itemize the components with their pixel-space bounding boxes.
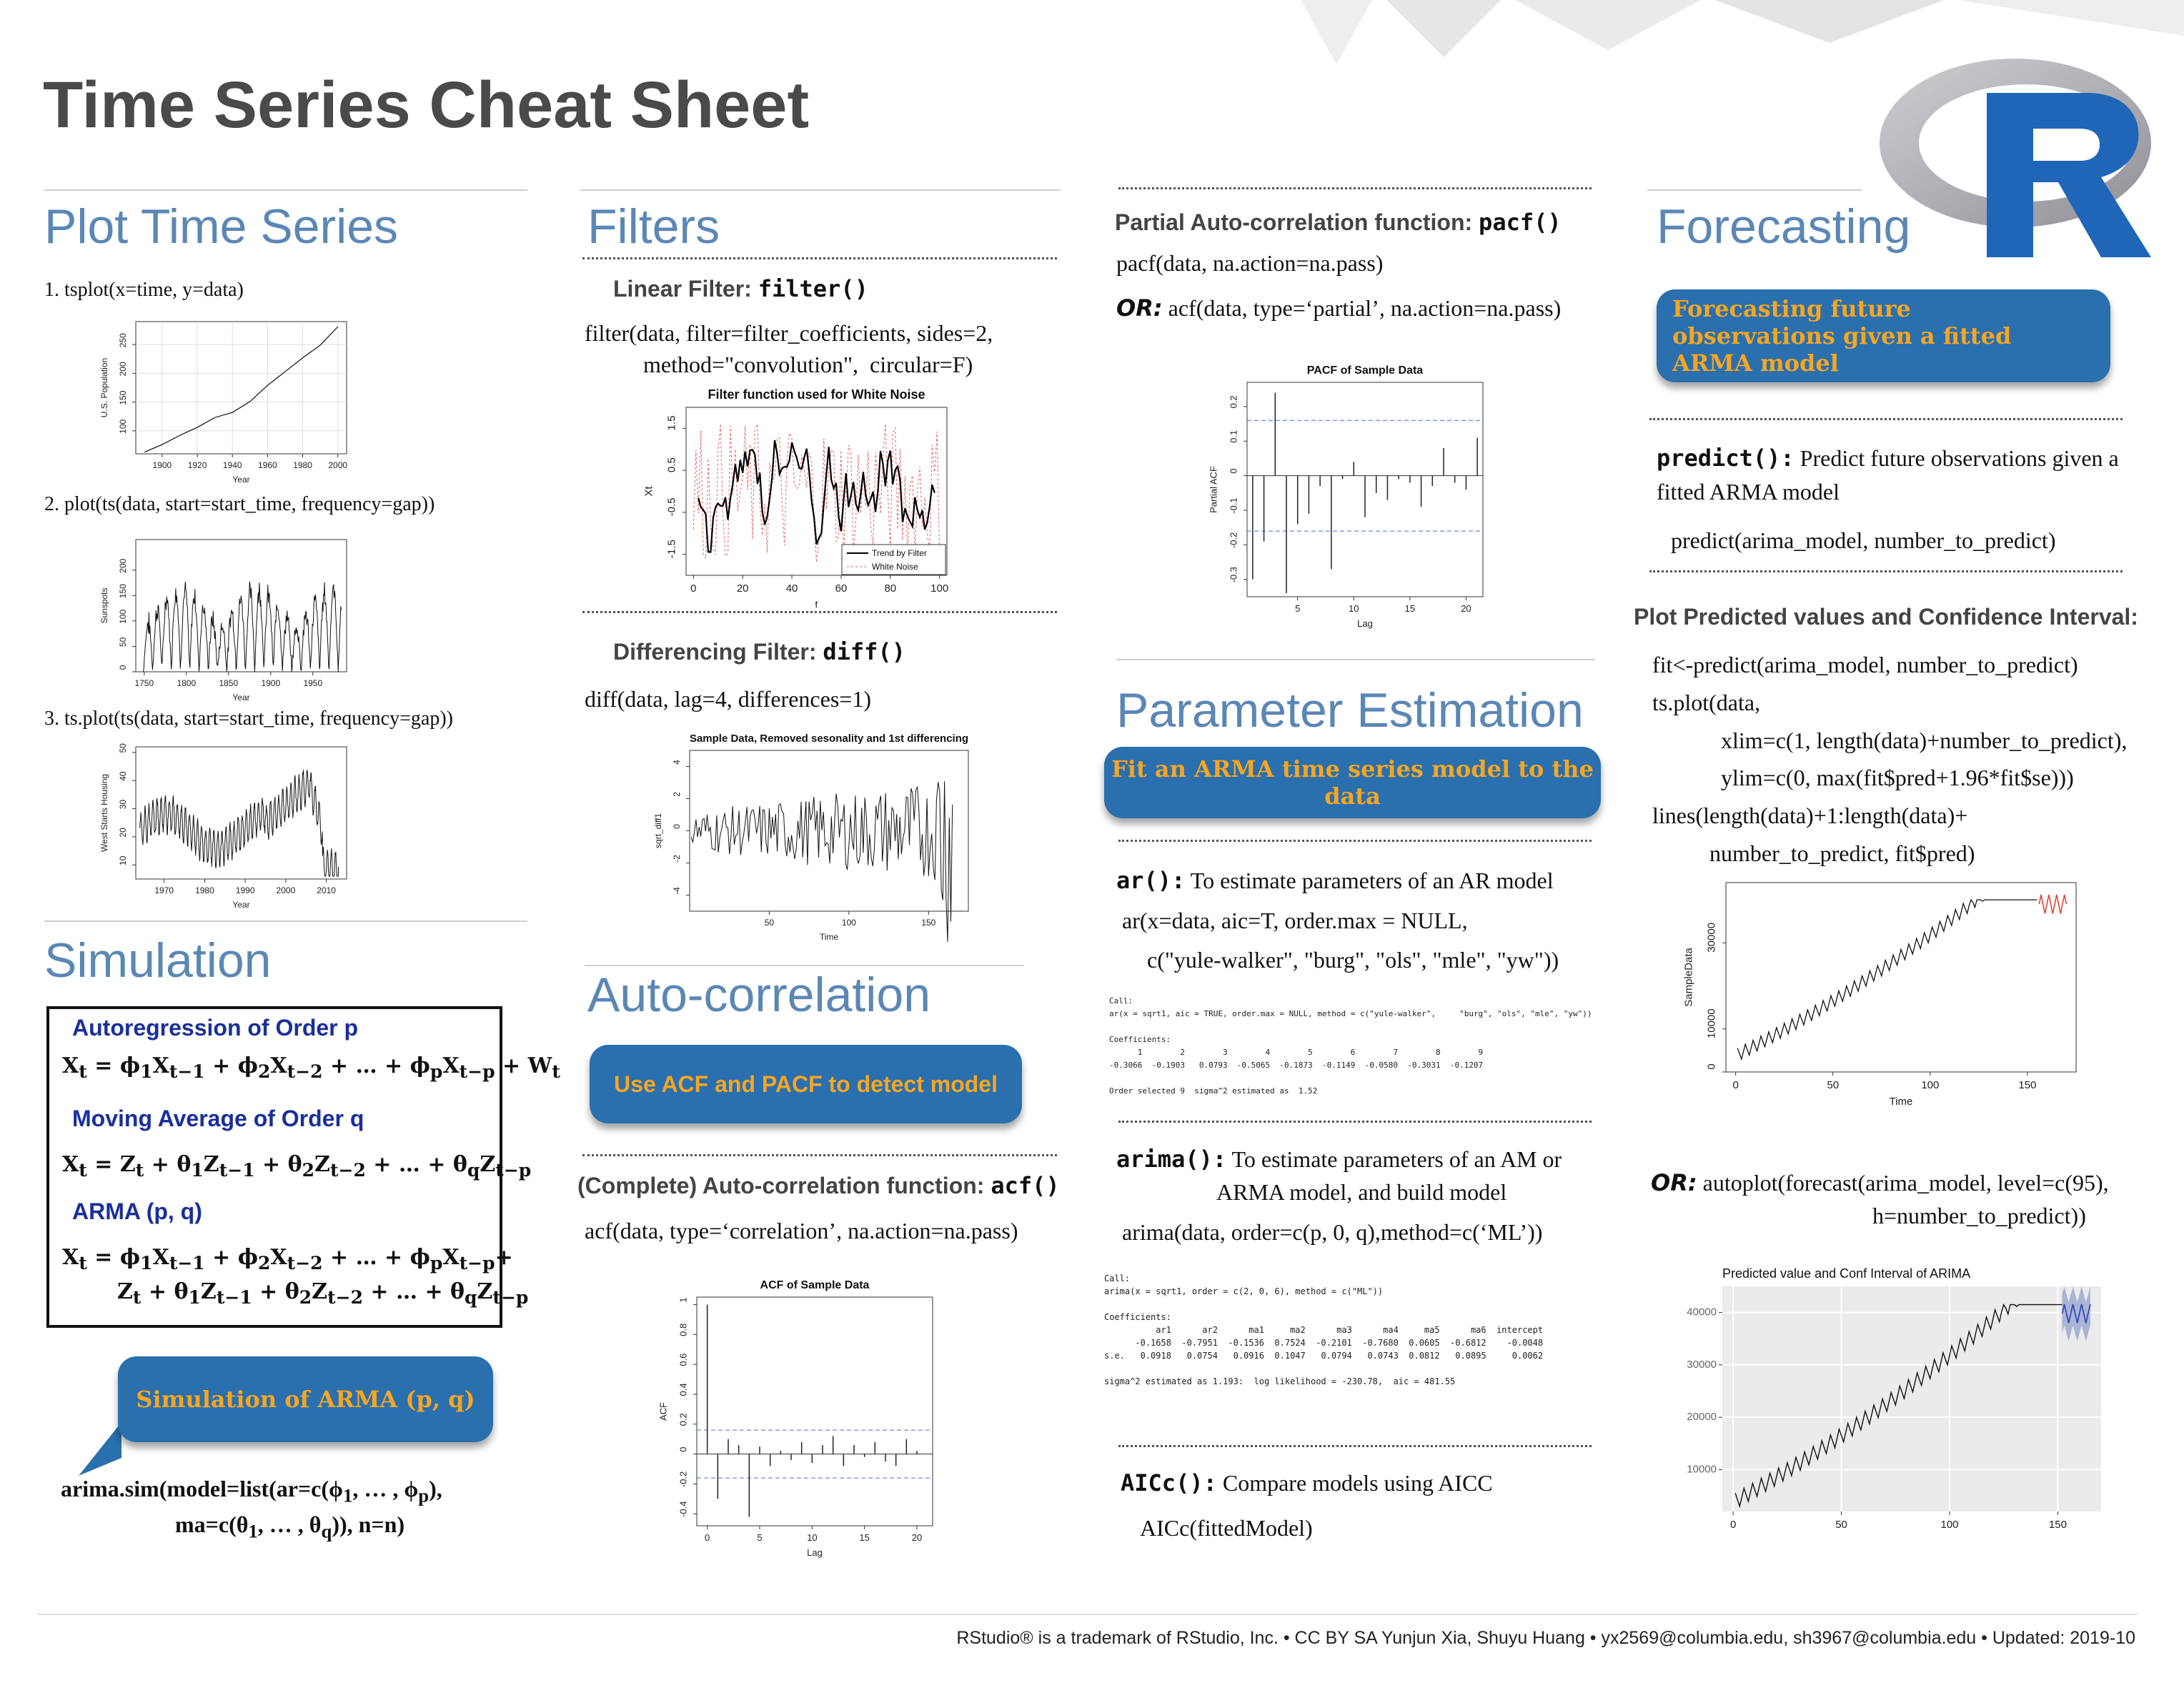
dotted-divider bbox=[582, 611, 1057, 613]
x-axis-label: Year bbox=[232, 475, 250, 485]
ar-desc: To estimate parameters of an AR model bbox=[1185, 868, 1554, 893]
ar-equation: $X_t = \phi_1X_{t-1} + \phi_2X_{t-2}$ + … + $\phi_pX_{t-p} + W_t$ bbox=[62, 1053, 560, 1082]
x-tick-label: 5 bbox=[1295, 603, 1301, 614]
arima-sim-line2: $ma=c(\theta_1$, … , $\theta_q$)), n=n) bbox=[175, 1511, 405, 1542]
y-tick-label: -0.3 bbox=[1228, 567, 1239, 583]
y-tick-label: -0.1 bbox=[1228, 497, 1239, 514]
y-tick-label: 100 bbox=[118, 609, 128, 624]
x-tick-label: 10 bbox=[807, 1532, 818, 1543]
diff-filter-code: diff(data, lag=4, differences=1) bbox=[585, 686, 871, 712]
autoplot-line bbox=[1651, 1169, 2109, 1196]
x-tick-label: 20 bbox=[1461, 603, 1471, 614]
arima-line bbox=[1116, 1146, 1562, 1173]
x-tick-label: 0 bbox=[690, 582, 697, 595]
sunspots-line bbox=[144, 582, 342, 672]
y-tick-label: 2 bbox=[672, 792, 682, 797]
dotted-divider bbox=[582, 257, 1057, 259]
x-tick-label: 20 bbox=[736, 582, 749, 595]
y-tick-label: 50 bbox=[118, 743, 128, 753]
x-tick-label: 150 bbox=[2048, 1519, 2067, 1529]
ar-code1: ar(x=data, aic=T, order.max = NULL, bbox=[1122, 908, 1468, 933]
aicc-desc: Compare models using AICC bbox=[1216, 1470, 1493, 1496]
ma-equation: $X_t = Z_t + \theta_1Z_{t-1} + \theta_2Z_{t-2}$ + … + $\theta_qZ_{t-p}$ bbox=[62, 1152, 532, 1181]
or-label: OR: bbox=[1651, 1169, 1697, 1196]
x-tick-label: 80 bbox=[884, 582, 897, 595]
x-tick-label: 1920 bbox=[187, 460, 207, 470]
x-tick-label: 100 bbox=[930, 582, 949, 595]
dotted-divider bbox=[1118, 187, 1592, 189]
ar-code2: c("yule-walker", "burg", "ols", "mle", "yw")) bbox=[1147, 947, 1559, 973]
sample-data-line bbox=[1737, 900, 2037, 1059]
predict-code: predict(arima_model, number_to_predict) bbox=[1671, 527, 2056, 553]
pacf-or-line bbox=[1116, 294, 1561, 322]
divider bbox=[1647, 189, 1862, 191]
y-axis-label: ACF bbox=[657, 1402, 669, 1421]
x-tick-label: 1960 bbox=[258, 460, 277, 470]
r-logo bbox=[1872, 50, 2173, 264]
arima-fn: arima(): bbox=[1116, 1146, 1227, 1173]
y-tick-label: 0.2 bbox=[1228, 395, 1239, 409]
plot-panel bbox=[1722, 1286, 2101, 1511]
diff-filter-heading bbox=[613, 638, 905, 665]
x-tick-label: 1950 bbox=[303, 678, 323, 688]
arma-equation-line1: $X_t = \phi_1X_{t-1} + \phi_2X_{t-2}$ + … + $\phi_pX_{t-p}+$ bbox=[62, 1245, 513, 1274]
y-tick-label: 40000 bbox=[1687, 1306, 1717, 1319]
y-axis-label: SampleData bbox=[1682, 948, 1695, 1007]
x-tick-label: 50 bbox=[764, 918, 775, 928]
section-title-autocorrelation: Auto-correlation bbox=[587, 968, 931, 1022]
acf-label: (Complete) Auto-correlation function: bbox=[577, 1173, 991, 1198]
legend-label: Trend by Filter bbox=[872, 548, 927, 558]
y-axis-label: Sunspots bbox=[99, 587, 109, 624]
x-tick-label: 2000 bbox=[276, 885, 296, 895]
autoplot-chart bbox=[1665, 1258, 2108, 1529]
diff-filter-fn: diff() bbox=[823, 638, 905, 665]
y-tick-label: 30000 bbox=[1687, 1358, 1717, 1371]
pacf-or-code: acf(data, type=‘partial’, na.action=na.pass) bbox=[1162, 295, 1562, 321]
divider bbox=[580, 189, 1061, 191]
ar-title: Autoregression of Order p bbox=[72, 1015, 359, 1041]
x-tick-label: 1900 bbox=[152, 460, 172, 470]
x-tick-label: 0 bbox=[705, 1532, 710, 1543]
linear-filter-heading bbox=[613, 275, 868, 302]
x-tick-label: 2010 bbox=[317, 885, 336, 895]
acf-heading bbox=[577, 1172, 1060, 1199]
y-axis-label: Xt bbox=[642, 486, 655, 497]
x-tick-label: 1980 bbox=[195, 885, 214, 895]
y-tick-label: 30000 bbox=[1705, 922, 1718, 953]
acf-code: acf(data, type=‘correlation’, na.action=na.pass) bbox=[585, 1218, 1018, 1243]
section-title-parameter: Parameter Estimation bbox=[1116, 683, 1584, 738]
x-tick-label: 1750 bbox=[134, 678, 154, 688]
plot-line1: 1. tsplot(x=time, y=data) bbox=[44, 279, 244, 301]
plot-predicted-heading: Plot Predicted values and Confidence Interval: bbox=[1634, 604, 2138, 630]
pacf-fn: pacf() bbox=[1479, 209, 1562, 236]
pacf-heading bbox=[1115, 209, 1562, 236]
chart-title: Filter function used for White Noise bbox=[708, 387, 925, 402]
legend-label: White Noise bbox=[872, 562, 918, 572]
arima-sim-line1: $arima.sim(model=list(ar=c(\phi_1$, … , $\phi_p$), bbox=[61, 1476, 442, 1506]
x-tick-label: 100 bbox=[1940, 1519, 1959, 1529]
forecasting-callout-text: Forecasting future observations given a fitted ARMA model bbox=[1672, 295, 2012, 377]
y-tick-label: 0 bbox=[677, 1446, 689, 1452]
x-tick-label: 1980 bbox=[293, 460, 312, 470]
x-tick-label: 0 bbox=[1732, 1079, 1739, 1091]
y-tick-label: -0.2 bbox=[1228, 532, 1239, 549]
ar-console-output: Call: ar(x = sqrt1, aic = TRUE, order.max = NULL, method = c("yule-walker", "burg", "ols", "mle", "yw")) Coefficients: 1 2 3 4 5 6 7 8 9 -0.3066 -0.1903 0.0793 -0.5065 -0.1873 -0.1149 -0.0580 -0.3031 -0.1207 Order selected 9 sigma^2 estimated as 1.52 bbox=[1109, 996, 1592, 1096]
y-tick-label: -1.5 bbox=[665, 540, 678, 559]
y-tick-label: 20 bbox=[118, 828, 128, 838]
x-tick-label: 0 bbox=[1729, 1519, 1737, 1529]
arma-title: ARMA (p, q) bbox=[72, 1198, 202, 1224]
acf-plot bbox=[629, 1258, 943, 1572]
divider bbox=[1116, 659, 1595, 660]
plot-frame bbox=[136, 540, 347, 672]
dotted-divider bbox=[1118, 1445, 1592, 1447]
chart-title: Sample Data, Removed sesonality and 1st differencing bbox=[689, 733, 969, 745]
y-tick-label: 10000 bbox=[1687, 1463, 1717, 1476]
x-tick-label: 1900 bbox=[261, 678, 281, 688]
forecast-code6: number_to_predict, fit$pred) bbox=[1709, 840, 1975, 866]
y-tick-label: 0 bbox=[672, 824, 682, 829]
y-axis-label: sqrt_diff1 bbox=[653, 813, 663, 849]
chart-title: ACF of Sample Data bbox=[760, 1279, 870, 1291]
y-tick-label: 10 bbox=[118, 855, 128, 865]
y-tick-label: 50 bbox=[118, 637, 128, 647]
predict-fn: predict(): bbox=[1657, 445, 1795, 472]
arima-console-output: Call: arima(x = sqrt1, order = c(2, 0, 6), method = c("ML")) Coefficients: ar1 ar2 ma1 ma2 ma3 ma4 ma5 ma6 intercept -0.1658 -0.7951 -0.1536 0.7524 -0.2101 -0.7680 0.0605 -0.6812 -0.0048 s.e. 0.0918 0.0754 0.0916 0.1047 0.0794 0.0743 0.0812 0.0895 0.0062 sigma^2 estimated as 1.193: log likelihood = -230.78, aic = 481.55 bbox=[1104, 1274, 1544, 1386]
x-tick-label: 15 bbox=[1404, 603, 1416, 614]
y-tick-label: -4 bbox=[672, 887, 682, 895]
y-tick-label: 0.8 bbox=[677, 1323, 689, 1336]
arima-desc2: ARMA model, and build model bbox=[1216, 1179, 1507, 1205]
x-tick-label: 50 bbox=[1835, 1519, 1847, 1529]
trend-line bbox=[698, 440, 935, 552]
footer-text: RStudio® is a trademark of RStudio, Inc. • CC BY SA Yunjun Xia, Shuyu Huang • yx2569@columbia.edu, sh3967@columbia.edu • Updated: 2019-10 bbox=[956, 1628, 2135, 1648]
y-tick-label: -0.5 bbox=[665, 497, 678, 517]
predict-line bbox=[1657, 445, 2119, 472]
section-title-simulation: Simulation bbox=[44, 933, 272, 988]
pacf-label: Partial Auto-correlation function: bbox=[1115, 209, 1479, 235]
aicc-line bbox=[1121, 1469, 1493, 1496]
dotted-divider bbox=[1118, 1121, 1592, 1123]
x-tick-label: 100 bbox=[841, 918, 856, 928]
linear-filter-fn: filter() bbox=[758, 275, 868, 302]
ar-fn: ar(): bbox=[1116, 867, 1186, 894]
x-tick-label: 5 bbox=[757, 1532, 763, 1543]
y-tick-label: 0.1 bbox=[1228, 430, 1239, 443]
forecasting-callout bbox=[1657, 289, 2110, 382]
x-tick-label: 10 bbox=[1349, 603, 1359, 614]
x-tick-label: 40 bbox=[785, 582, 798, 595]
x-tick-label: 2000 bbox=[328, 460, 348, 470]
linear-filter-label: Linear Filter: bbox=[613, 276, 758, 302]
simulation-callout: Simulation of ARMA (p, q) bbox=[118, 1356, 493, 1442]
y-tick-label: 250 bbox=[118, 333, 128, 348]
y-tick-label: 30 bbox=[118, 799, 128, 810]
predict-desc1: Predict future observations given a bbox=[1794, 445, 2119, 471]
autoplot-code2: h=number_to_predict)) bbox=[1872, 1203, 2086, 1228]
forecast-code4: ylim=c(0, max(fit$pred+1.96*fit$se))) bbox=[1721, 765, 2074, 790]
y-tick-label: 150 bbox=[118, 390, 128, 405]
ma-title: Moving Average of Order q bbox=[72, 1106, 364, 1131]
y-tick-label: -2 bbox=[672, 855, 682, 863]
x-tick-label: 150 bbox=[921, 918, 936, 928]
arima-code: arima(data, order=c(p, 0, q),method=c(‘ML’)) bbox=[1122, 1219, 1543, 1245]
autoplot-code1: autoplot(forecast(arima_model, level=c(95), bbox=[1697, 1170, 2109, 1196]
arma-equation-line2: $Z_t + \theta_1Z_{t-1} + \theta_2Z_{t-2}$ + … + $\theta_qZ_{t-p}$ bbox=[117, 1279, 529, 1308]
y-tick-label: 0.4 bbox=[677, 1383, 689, 1396]
plot-frame bbox=[136, 322, 347, 454]
chart-title: PACF of Sample Data bbox=[1306, 364, 1424, 377]
diff-filter-label: Differencing Filter: bbox=[613, 639, 823, 665]
y-axis-label: West Starts Housing bbox=[99, 773, 109, 853]
x-axis-label: Time bbox=[1889, 1096, 1913, 1108]
arima-desc1: To estimate parameters of an AM or bbox=[1226, 1146, 1562, 1172]
y-tick-label: 0.6 bbox=[677, 1353, 689, 1366]
dotted-divider bbox=[1118, 840, 1592, 842]
x-tick-label: 1940 bbox=[222, 460, 242, 470]
y-tick-label: 10000 bbox=[1705, 1008, 1718, 1039]
section-title-filters: Filters bbox=[587, 199, 720, 254]
autocorr-callout: Use ACF and PACF to detect model bbox=[590, 1045, 1022, 1123]
x-axis-label: Year bbox=[232, 692, 250, 702]
y-tick-label: 20000 bbox=[1687, 1411, 1717, 1424]
y-tick-label: -0.2 bbox=[677, 1471, 689, 1488]
y-tick-label: 40 bbox=[118, 771, 128, 781]
divider bbox=[585, 965, 1024, 966]
housing-line bbox=[140, 770, 339, 876]
predict-desc2: fitted ARMA model bbox=[1657, 479, 1840, 505]
y-tick-label: 200 bbox=[118, 558, 128, 573]
x-tick-label: 1800 bbox=[177, 678, 197, 688]
y-tick-label: 0.5 bbox=[665, 457, 678, 473]
x-axis-label: Lag bbox=[1357, 618, 1373, 629]
y-tick-label: 0.2 bbox=[677, 1413, 689, 1426]
plot-line2: 2. plot(ts(data, start=start_time, frequency=gap)) bbox=[44, 493, 435, 515]
forecast-code1: fit<-predict(arima_model, number_to_predict) bbox=[1652, 652, 2078, 677]
aicc-fn: AICc(): bbox=[1121, 1469, 1217, 1496]
ar-line bbox=[1116, 867, 1554, 894]
plot-frame bbox=[697, 1297, 933, 1526]
differenced-line bbox=[691, 781, 952, 942]
linear-filter-code2: method="convolution", circular=F) bbox=[643, 352, 973, 377]
y-axis-label: Partial ACF bbox=[1208, 466, 1219, 513]
x-tick-label: 50 bbox=[1827, 1079, 1840, 1091]
or-label: OR: bbox=[1116, 294, 1163, 322]
pacf-code: pacf(data, na.action=na.pass) bbox=[1116, 250, 1384, 276]
parameter-callout: Fit an ARMA time series model to the data bbox=[1104, 747, 1601, 818]
section-title-plot: Plot Time Series bbox=[44, 199, 399, 254]
population-line bbox=[144, 327, 337, 452]
x-tick-label: 1990 bbox=[235, 885, 255, 895]
forecast-code3: xlim=c(1, length(data)+number_to_predict), bbox=[1721, 728, 2128, 753]
forecast-code2: ts.plot(data, bbox=[1652, 690, 1761, 715]
us-population-plot bbox=[93, 314, 350, 486]
y-tick-label: 200 bbox=[118, 362, 128, 377]
plot-line3: 3. ts.plot(ts(data, start=start_time, frequency=gap)) bbox=[44, 708, 453, 730]
pacf-plot bbox=[1179, 329, 1494, 650]
x-axis-label: Year bbox=[232, 900, 250, 910]
y-tick-label: 150 bbox=[118, 584, 128, 599]
y-tick-label: 0 bbox=[1705, 1063, 1718, 1070]
predicted-plot bbox=[1658, 875, 2087, 1140]
y-tick-label: 1.5 bbox=[665, 415, 678, 431]
x-axis-label: Lag bbox=[807, 1547, 823, 1558]
footer-divider bbox=[37, 1614, 2138, 1615]
x-tick-label: 150 bbox=[2018, 1079, 2037, 1091]
forecast-code5: lines(length(data)+1:length(data)+ bbox=[1652, 803, 1968, 828]
dotted-divider bbox=[1649, 418, 2123, 420]
x-axis-label: Time bbox=[819, 932, 839, 942]
prediction-line bbox=[2039, 895, 2066, 914]
x-tick-label: 100 bbox=[1921, 1079, 1940, 1091]
y-tick-label: 0 bbox=[118, 665, 128, 670]
divider bbox=[44, 920, 527, 922]
y-tick-label: 4 bbox=[672, 760, 682, 765]
x-tick-label: 60 bbox=[835, 582, 848, 595]
divider bbox=[44, 189, 527, 191]
sunspots-plot bbox=[93, 532, 350, 704]
page-title: Time Series Cheat Sheet bbox=[43, 69, 810, 142]
dotted-divider bbox=[1649, 570, 2123, 572]
dotted-divider bbox=[582, 1154, 1057, 1156]
diff-plot bbox=[622, 729, 972, 950]
x-tick-label: 15 bbox=[859, 1532, 870, 1543]
x-axis-label: t bbox=[815, 599, 818, 607]
plot-frame bbox=[1726, 883, 2076, 1072]
linear-filter-code1: filter(data, filter=filter_coefficients, sides=2, bbox=[585, 320, 993, 346]
aicc-code: AICc(fittedModel) bbox=[1140, 1515, 1313, 1541]
simulation-box bbox=[46, 1006, 560, 1328]
section-title-forecasting: Forecasting bbox=[1657, 199, 1911, 254]
y-tick-label: 0 bbox=[1228, 468, 1239, 474]
x-tick-label: 1850 bbox=[219, 678, 239, 688]
x-tick-label: 1970 bbox=[154, 885, 174, 895]
y-tick-label: -0.4 bbox=[677, 1501, 689, 1517]
acf-fn: acf() bbox=[991, 1172, 1060, 1199]
y-tick-label: 100 bbox=[118, 419, 128, 434]
y-axis-label: U.S. Population bbox=[99, 357, 109, 418]
chart-title: Predicted value and Conf Interval of ARIMA bbox=[1722, 1266, 1971, 1281]
plot-frame bbox=[136, 747, 347, 879]
x-tick-label: 20 bbox=[911, 1532, 923, 1543]
housing-plot bbox=[93, 740, 350, 911]
filter-plot bbox=[629, 386, 958, 607]
y-tick-label: 1 bbox=[677, 1297, 689, 1303]
